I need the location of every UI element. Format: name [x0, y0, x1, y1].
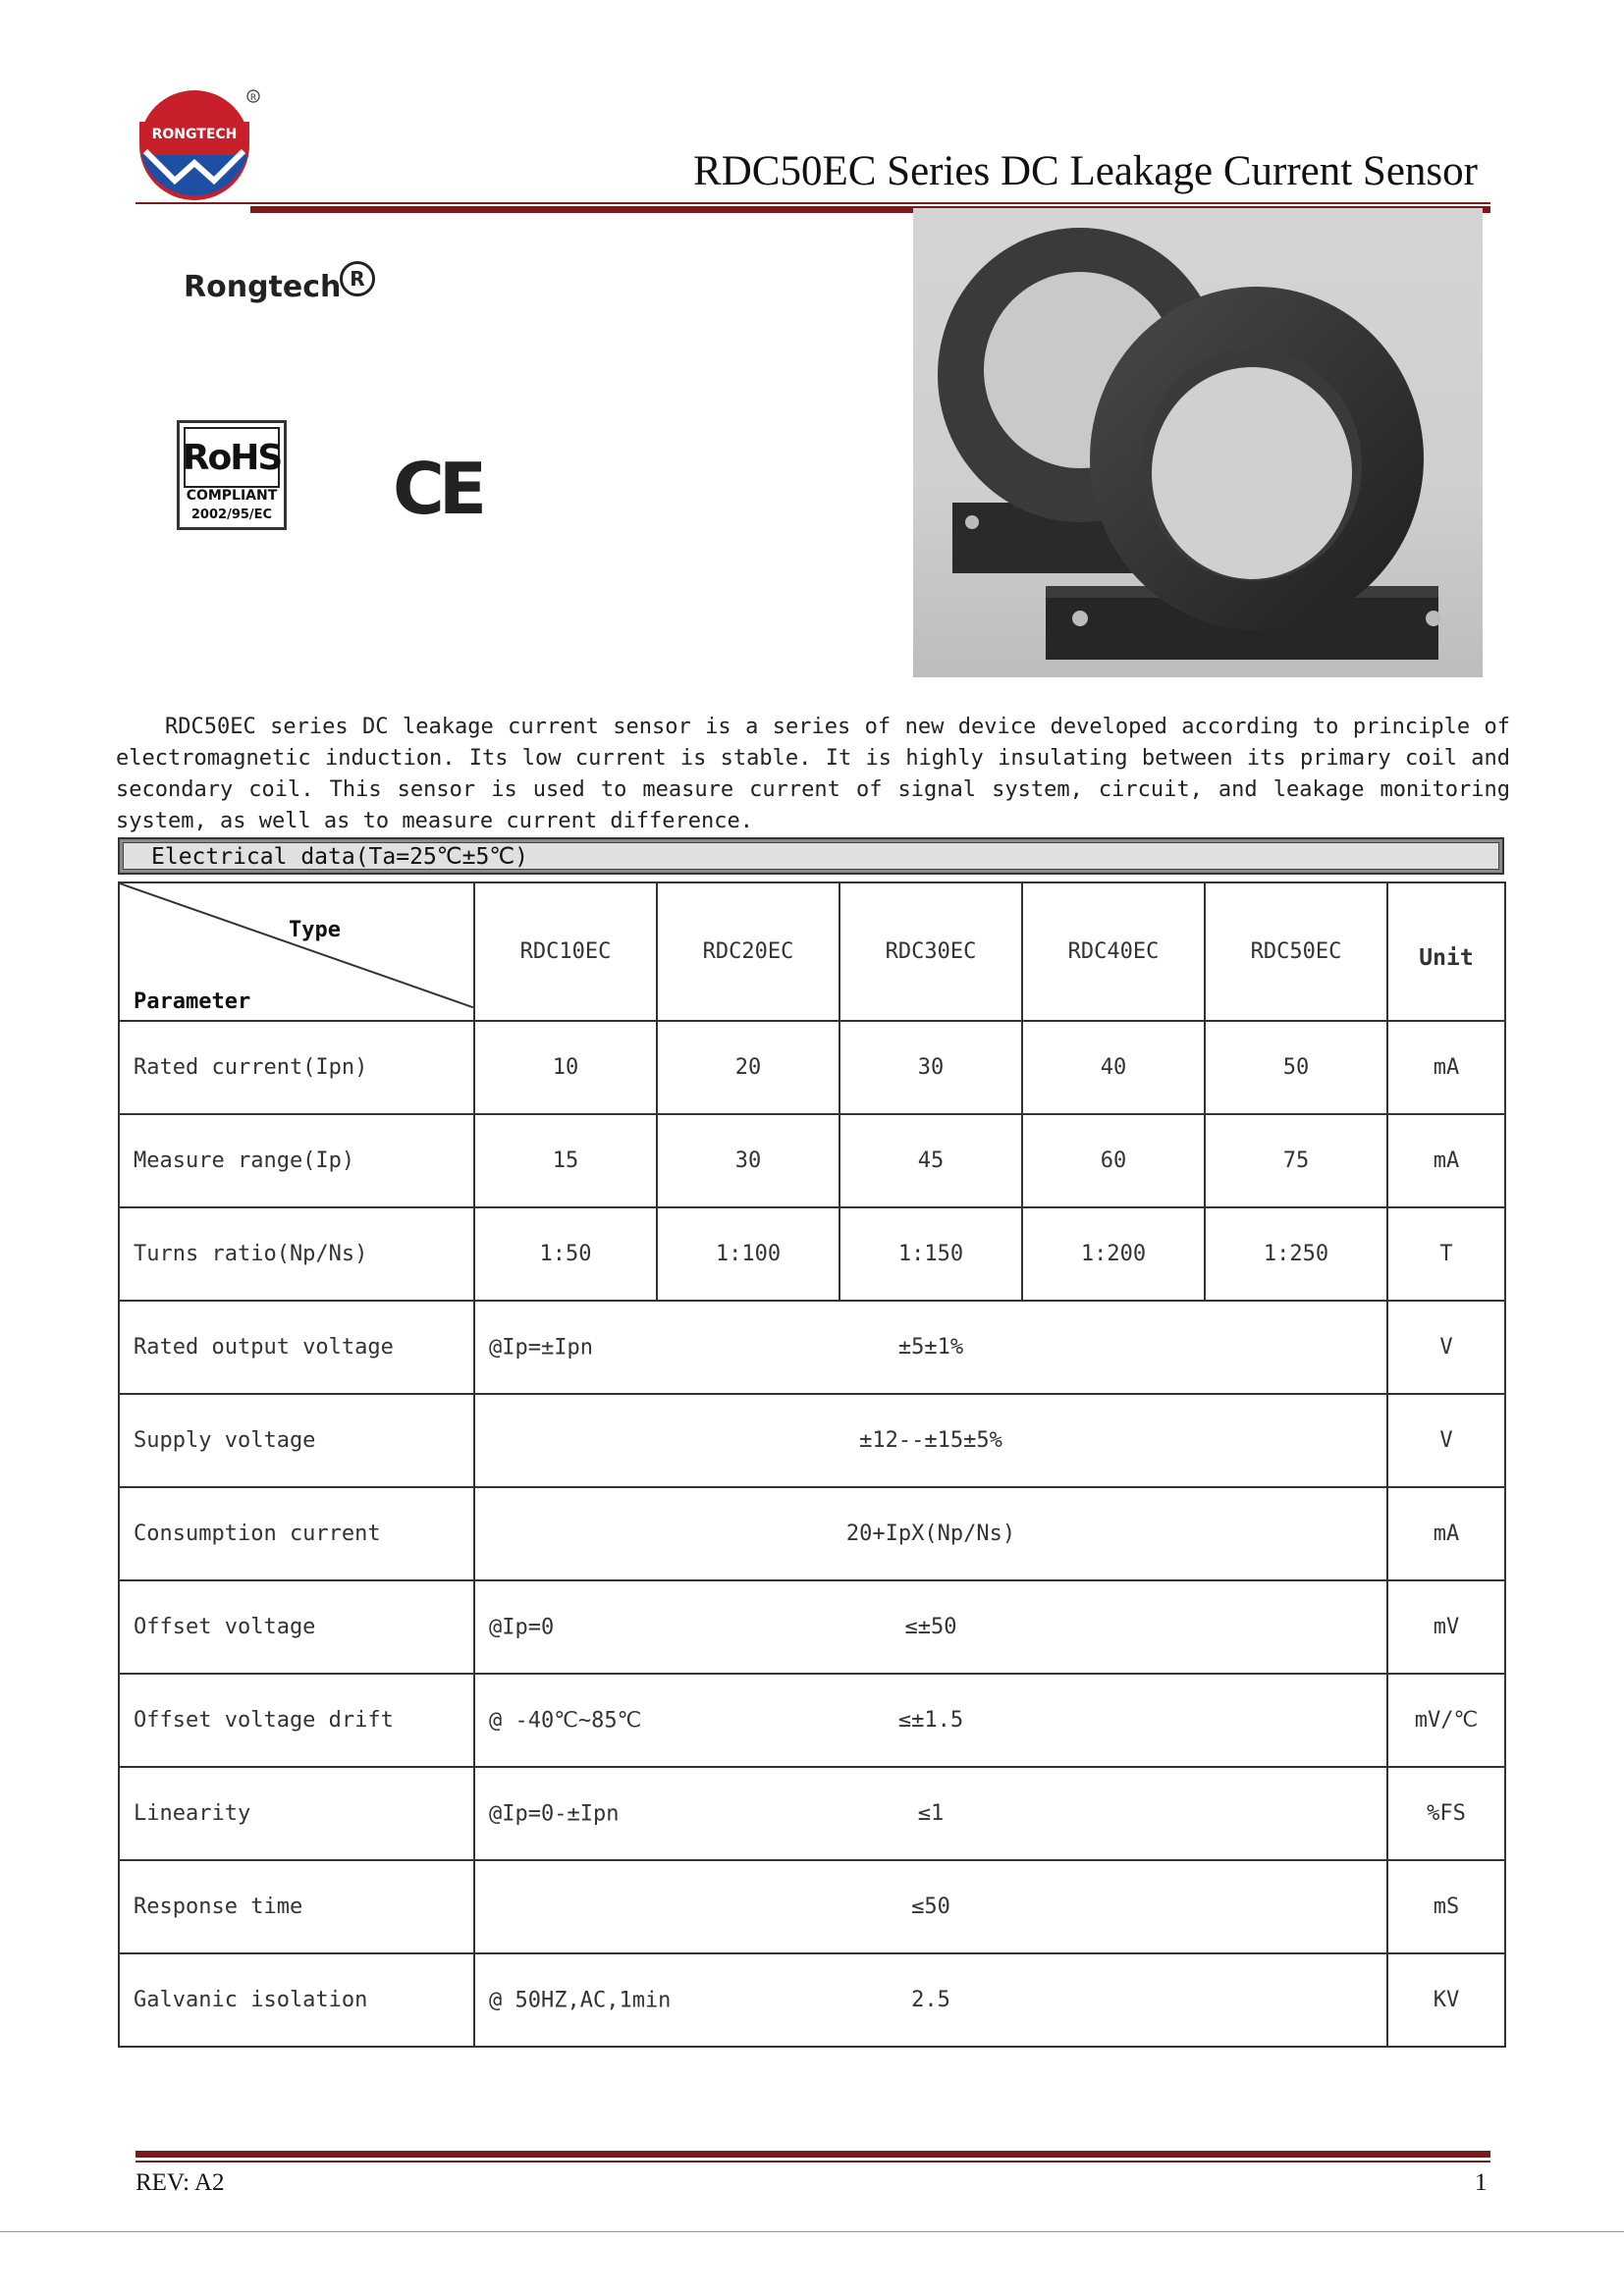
value-text: 2.5	[911, 1988, 950, 2012]
model-header: RDC10EC	[474, 882, 657, 1021]
table-cell: 30	[657, 1114, 839, 1207]
value-text: ≤±50	[904, 1615, 957, 1639]
rohs-title: RoHS	[184, 427, 280, 488]
unit-cell: mS	[1387, 1860, 1505, 1953]
ce-mark: CE	[393, 448, 482, 530]
value-text: ≤1	[917, 1801, 945, 1826]
param-linearity: Linearity	[119, 1767, 474, 1860]
electrical-data-table	[118, 881, 1506, 2048]
table-cell: 1:200	[1022, 1207, 1205, 1301]
revision-label: REV: A2	[135, 2169, 225, 2196]
rohs-compliant: COMPLIANT	[186, 488, 278, 504]
condition-text: @Ip=0	[489, 1615, 555, 1639]
logo-text: RONGTECH	[151, 127, 238, 142]
unit-cell: KV	[1387, 1953, 1505, 2047]
footer-rule-thick	[135, 2151, 1490, 2158]
unit-cell: mA	[1387, 1114, 1505, 1207]
spanned-value-cell	[474, 1394, 1387, 1487]
spanned-value-cell	[474, 1487, 1387, 1580]
param-turns-ratio: Turns ratio(Np/Ns)	[119, 1207, 474, 1301]
table-row	[119, 1860, 1505, 1953]
header-corner-cell	[119, 882, 474, 1021]
condition-text: @ -40℃~85℃	[489, 1708, 642, 1733]
table-row	[119, 1301, 1505, 1394]
unit-cell: %FS	[1387, 1767, 1505, 1860]
model-header: RDC30EC	[839, 882, 1022, 1021]
page-bottom-rule	[0, 2231, 1624, 2232]
param-offset-voltage-drift: Offset voltage drift	[119, 1674, 474, 1767]
header-rule-thin	[135, 202, 1490, 204]
value-text: ±12--±15±5%	[859, 1428, 1002, 1453]
table-cell: 20	[657, 1021, 839, 1114]
rongtech-logo	[135, 86, 263, 209]
unit-cell: V	[1387, 1394, 1505, 1487]
table-row	[119, 1207, 1505, 1301]
param-measure-range: Measure range(Ip)	[119, 1114, 474, 1207]
table-header-row	[119, 882, 1505, 1021]
footer-rule-thin	[135, 2161, 1490, 2163]
table-cell: 1:100	[657, 1207, 839, 1301]
spanned-value-cell	[474, 1674, 1387, 1767]
unit-cell: mV/℃	[1387, 1674, 1505, 1767]
rohs-badge	[177, 420, 287, 530]
unit-header: Unit	[1387, 882, 1505, 1021]
rohs-directive: 2002/95/EC	[190, 507, 273, 522]
table-cell: 1:250	[1205, 1207, 1387, 1301]
condition-text: @ 50HZ,AC,1min	[489, 1988, 672, 2012]
product-description: RDC50EC series DC leakage current sensor is a series of new device developed according to principle of electromagnetic induction. Its low current is stable. It is highly insulating between its primary coil and secondary coil. This sensor is used to measure current of signal system, circuit, and leakage monitoring system, as well as to measure current difference.	[116, 715, 1510, 833]
brand-name: Rongtech	[184, 270, 342, 304]
spanned-value-cell	[474, 1860, 1387, 1953]
parameter-label: Parameter	[134, 989, 251, 1014]
table-cell: 1:50	[474, 1207, 657, 1301]
table-row	[119, 1394, 1505, 1487]
param-galvanic-isolation: Galvanic isolation	[119, 1953, 474, 2047]
unit-cell: V	[1387, 1301, 1505, 1394]
table-row	[119, 1953, 1505, 2047]
condition-text: @Ip=0-±Ipn	[489, 1801, 620, 1826]
section-header	[118, 837, 1504, 875]
table-cell: 60	[1022, 1114, 1205, 1207]
param-response-time: Response time	[119, 1860, 474, 1953]
table-cell: 15	[474, 1114, 657, 1207]
table-row	[119, 1767, 1505, 1860]
product-photo	[913, 208, 1483, 677]
param-offset-voltage: Offset voltage	[119, 1580, 474, 1674]
table-cell: 1:150	[839, 1207, 1022, 1301]
svg-text:R: R	[249, 93, 257, 103]
table-row	[119, 1021, 1505, 1114]
unit-cell: mA	[1387, 1021, 1505, 1114]
table-row	[119, 1114, 1505, 1207]
param-rated-current: Rated current(Ipn)	[119, 1021, 474, 1114]
value-text: ±5±1%	[897, 1335, 964, 1360]
registered-mark: R	[340, 261, 375, 296]
table-cell: 75	[1205, 1114, 1387, 1207]
spanned-value-cell	[474, 1301, 1387, 1394]
model-header: RDC20EC	[657, 882, 839, 1021]
unit-cell: mV	[1387, 1580, 1505, 1674]
spanned-value-cell	[474, 1580, 1387, 1674]
unit-cell: T	[1387, 1207, 1505, 1301]
document-title: RDC50EC Series DC Leakage Current Sensor	[693, 148, 1478, 194]
model-header: RDC40EC	[1022, 882, 1205, 1021]
table-cell: 50	[1205, 1021, 1387, 1114]
param-rated-output-voltage: Rated output voltage	[119, 1301, 474, 1394]
condition-text: @Ip=±Ipn	[489, 1335, 593, 1360]
table-row	[119, 1487, 1505, 1580]
unit-cell: mA	[1387, 1487, 1505, 1580]
table-cell: 45	[839, 1114, 1022, 1207]
type-label: Type	[289, 918, 341, 942]
param-supply-voltage: Supply voltage	[119, 1394, 474, 1487]
table-row	[119, 1674, 1505, 1767]
value-text: ≤±1.5	[897, 1708, 964, 1733]
spanned-value-cell	[474, 1953, 1387, 2047]
model-header: RDC50EC	[1205, 882, 1387, 1021]
table-cell: 40	[1022, 1021, 1205, 1114]
page-number: 1	[1475, 2169, 1488, 2196]
table-row	[119, 1580, 1505, 1674]
section-title: Electrical data(Ta=25℃±5℃)	[123, 842, 1499, 870]
value-text: ≤50	[911, 1895, 950, 1919]
param-consumption-current: Consumption current	[119, 1487, 474, 1580]
spanned-value-cell	[474, 1767, 1387, 1860]
table-cell: 10	[474, 1021, 657, 1114]
value-text: 20+IpX(Np/Ns)	[845, 1522, 1016, 1546]
table-cell: 30	[839, 1021, 1022, 1114]
